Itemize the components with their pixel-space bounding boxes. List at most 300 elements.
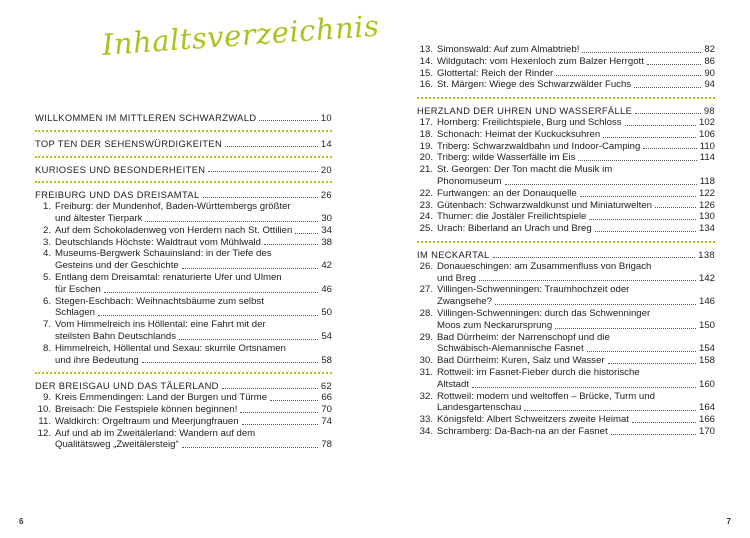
toc-entry — [417, 261, 715, 285]
section-page: 138 — [698, 248, 715, 260]
entry-page: 54 — [321, 330, 332, 342]
entry-line — [55, 213, 332, 225]
entry-line-text: Breisach: Die Festspiele können beginnen! — [55, 403, 238, 415]
green-divider — [35, 156, 332, 158]
entry-line-text: Villingen-Schwenningen: Traumhochzeit oder — [437, 284, 630, 296]
entry-page: 58 — [321, 354, 332, 366]
entry-line — [55, 307, 332, 319]
toc-entry — [417, 391, 715, 415]
dot-leader — [222, 388, 318, 389]
entry-page: 50 — [321, 307, 332, 319]
entry-text — [55, 237, 332, 249]
entry-text — [55, 343, 332, 367]
entry-line-text: Villingen-Schwenningen: durch das Schwenninger — [437, 307, 651, 319]
dot-leader — [242, 424, 319, 425]
section-title: HERZLAND DER UHREN UND WASSERFÄLLE — [417, 105, 633, 117]
entry-line — [437, 223, 715, 235]
entry-line-text: Thurner: die Jostäler Freilichtspiele — [437, 211, 587, 223]
dot-leader — [270, 400, 318, 401]
entry-page: 34 — [321, 224, 332, 236]
entry-number: 29. — [419, 331, 433, 343]
entry-text — [437, 117, 715, 129]
entry-line — [55, 272, 332, 284]
green-divider — [417, 97, 715, 99]
entry-text — [437, 332, 715, 356]
entry-page: 158 — [698, 355, 715, 367]
entry-line-text: Kreis Emmendingen: Land der Burgen und Türme — [55, 392, 268, 404]
entry-number: 5. — [42, 271, 51, 283]
toc-entry — [35, 237, 332, 249]
entry-text — [55, 248, 332, 272]
entry-line — [55, 331, 332, 343]
dot-leader — [580, 196, 696, 197]
toc-entry — [417, 414, 715, 426]
entry-line-text: Waldkirch: Orgeltraum und Meerjungfrauen — [55, 415, 239, 427]
entry-line-text: Simonswald: Auf zum Almabtrieb! — [437, 44, 580, 55]
entry-page: 82 — [704, 44, 715, 55]
entry-line — [437, 68, 715, 80]
entry-line — [437, 332, 715, 344]
entry-line-text: Museums-Bergwerk Schauinsland: in der Tiefe des — [55, 248, 272, 260]
toc-entry — [35, 225, 332, 237]
entry-text — [437, 308, 715, 332]
entry-line-text: Auf und ab im Zweitälerland: Wandern auf dem — [55, 427, 256, 439]
entry-text — [437, 426, 715, 438]
entry-page: 126 — [698, 199, 715, 211]
entry-number: 6. — [42, 295, 51, 307]
entry-line — [437, 343, 715, 355]
entry-line — [55, 343, 332, 355]
entry-line — [437, 391, 715, 403]
toc-title: Inhaltsverzeichnis — [100, 8, 381, 62]
entry-line — [55, 225, 332, 237]
entry-line-text: Triberg: wilde Wasserfälle im Eis — [437, 152, 576, 164]
entry-line — [437, 414, 715, 426]
entry-number: 9. — [42, 392, 51, 404]
entry-line — [55, 319, 332, 331]
entry-number: 24. — [419, 211, 433, 223]
entry-page: 66 — [321, 392, 332, 404]
toc-entry — [35, 201, 332, 225]
entry-text — [437, 223, 715, 235]
entry-line-text: Gütenbach: Schwarzwaldkunst und Miniaturwelten — [437, 199, 652, 211]
entry-text — [437, 355, 715, 367]
entry-line — [55, 392, 332, 404]
toc-entry — [417, 188, 715, 200]
entry-number: 26. — [419, 260, 433, 272]
entry-line-text: Urach: Biberland an Urach und Breg — [437, 223, 592, 235]
entry-number: 12. — [37, 427, 51, 439]
entry-line-text: Landesgartenschau — [437, 402, 522, 414]
section-title: FREIBURG UND DAS DREISAMTAL — [35, 189, 200, 201]
toc-entry — [417, 367, 715, 391]
entry-page: 160 — [698, 378, 715, 390]
entry-number: 28. — [419, 307, 433, 319]
major-heading — [35, 112, 332, 124]
toc-entry — [417, 44, 715, 56]
toc-entry — [35, 428, 332, 452]
entry-line — [437, 273, 715, 285]
dot-leader — [479, 280, 696, 281]
section-page: 20 — [320, 163, 332, 175]
green-divider — [417, 241, 715, 243]
dot-leader — [587, 351, 696, 352]
entry-text — [437, 68, 715, 80]
dot-leader — [142, 362, 319, 363]
entry-line-text: Vom Himmelreich ins Höllental: eine Fahrt mit der — [55, 319, 266, 331]
section-title: DER BREISGAU UND DAS TÄLERLAND — [35, 380, 219, 392]
entry-text — [437, 164, 715, 188]
entry-number: 25. — [419, 223, 433, 235]
dot-leader — [625, 125, 696, 126]
entry-line — [437, 44, 715, 56]
entry-line-text: Phonomuseum — [437, 175, 502, 187]
entry-line — [437, 129, 715, 141]
entry-number: 8. — [42, 342, 51, 354]
entry-text — [437, 391, 715, 415]
entry-page: 78 — [321, 439, 332, 451]
entry-line-text: Gesteins und der Geschichte — [55, 260, 179, 272]
entry-line-text: Schlagen — [55, 307, 96, 319]
entry-text — [437, 141, 715, 153]
entry-text — [437, 56, 715, 68]
entry-number: 17. — [419, 116, 433, 128]
entry-line-text: Rottweil: modern und weltoffen – Brücke, Turm und — [437, 390, 655, 402]
section-title: WILLKOMMEN IM MITTLEREN SCHWARZWALD — [35, 112, 257, 123]
entry-line — [437, 117, 715, 129]
entry-line-text: Bad Dürrheim: der Narrenschopf und die — [437, 331, 610, 343]
entry-number: 33. — [419, 414, 433, 426]
entry-number: 20. — [419, 152, 433, 164]
right-page — [375, 0, 750, 538]
entry-line — [437, 56, 715, 68]
entry-line-text: Altstadt — [437, 378, 469, 390]
entry-line-text: und ältester Tierpark — [55, 212, 143, 224]
entry-line-text: Moos zum Neckarursprung — [437, 319, 553, 331]
entry-page: 86 — [704, 55, 715, 67]
entry-line-text: Rottweil: im Fasnet-Fieber durch die historische — [437, 366, 640, 378]
entry-text — [55, 319, 332, 343]
entry-text — [437, 129, 715, 141]
entry-number: 4. — [42, 248, 51, 260]
section-heading — [35, 380, 332, 392]
entry-line — [437, 379, 715, 391]
dot-leader — [505, 184, 697, 185]
page-number-left: 6 — [19, 517, 24, 526]
entry-number: 14. — [419, 55, 433, 67]
entry-line — [437, 164, 715, 176]
entry-page: 38 — [321, 236, 332, 248]
entry-line — [55, 260, 332, 272]
entry-page: 142 — [698, 272, 715, 284]
dot-leader — [647, 64, 701, 65]
dot-leader — [643, 148, 696, 149]
toc-entry — [35, 343, 332, 367]
entry-text — [55, 296, 332, 320]
entry-page: 74 — [321, 415, 332, 427]
entry-text — [437, 200, 715, 212]
dot-leader — [555, 328, 696, 329]
section-heading — [35, 189, 332, 201]
entry-page: 130 — [698, 211, 715, 223]
entry-line — [55, 355, 332, 367]
entry-page: 94 — [704, 79, 715, 91]
toc-entry — [417, 152, 715, 164]
entry-line-text: St. Georgen: Der Ton macht die Musik im — [437, 164, 613, 176]
entry-page: 110 — [699, 140, 715, 152]
dot-leader — [259, 120, 317, 121]
entry-line — [55, 237, 332, 249]
entry-line-text: Hornberg: Freilichtspiele, Burg und Schloss — [437, 116, 622, 128]
entry-number: 10. — [37, 403, 51, 415]
entry-line — [437, 320, 715, 332]
dot-leader — [179, 339, 318, 340]
dot-leader — [203, 197, 318, 198]
dot-leader — [495, 304, 696, 305]
dot-leader — [264, 244, 318, 245]
entry-line — [55, 284, 332, 296]
entry-line — [55, 428, 332, 440]
entry-page: 30 — [321, 212, 332, 224]
entry-line — [55, 296, 332, 308]
entry-line-text: Deutschlands Höchste: Waldtraut vom Mühlwald — [55, 236, 261, 248]
dot-leader — [582, 52, 701, 53]
entry-text — [437, 261, 715, 285]
entry-number: 22. — [419, 187, 433, 199]
entry-number: 18. — [419, 128, 433, 140]
entry-page: 164 — [698, 402, 715, 414]
entry-text — [55, 404, 332, 416]
section-page: 26 — [320, 189, 332, 201]
entry-line — [55, 201, 332, 213]
entry-line — [55, 404, 332, 416]
left-toc-column — [35, 112, 332, 451]
section-page: 14 — [320, 137, 332, 149]
toc-entry — [417, 332, 715, 356]
entry-page: 146 — [698, 296, 715, 308]
dot-leader — [98, 315, 318, 316]
entry-number: 19. — [419, 140, 433, 152]
entry-line-text: Zwangsehe? — [437, 296, 492, 308]
toc-entry — [417, 355, 715, 367]
toc-entry — [417, 308, 715, 332]
entry-line — [437, 426, 715, 438]
toc-entry — [35, 392, 332, 404]
entry-number: 13. — [419, 44, 433, 55]
entry-line — [437, 188, 715, 200]
entry-line — [55, 248, 332, 260]
entry-text — [55, 416, 332, 428]
entry-page: 150 — [698, 319, 715, 331]
entry-line — [55, 416, 332, 428]
toc-entry — [35, 272, 332, 296]
dot-leader — [595, 231, 696, 232]
dot-leader — [208, 171, 317, 172]
entry-number: 32. — [419, 390, 433, 402]
section-title: TOP TEN DER SEHENSWÜRDIGKEITEN — [35, 137, 223, 149]
entry-line — [437, 211, 715, 223]
dot-leader — [145, 221, 318, 222]
entry-number: 16. — [419, 79, 433, 91]
entry-line-text: Königsfeld: Albert Schweitzers zweite Heimat — [437, 414, 629, 426]
dot-leader — [104, 292, 318, 293]
entry-text — [437, 79, 715, 91]
entry-number: 2. — [42, 224, 51, 236]
entry-number: 31. — [419, 366, 433, 378]
entry-page: 166 — [698, 414, 715, 426]
entry-line-text: Schramberg: Da-Bach-na an der Fasnet — [437, 425, 608, 437]
entry-number: 15. — [419, 67, 433, 79]
entry-number: 11. — [38, 415, 51, 427]
right-toc-column — [417, 44, 715, 438]
dot-leader — [240, 412, 318, 413]
entry-text — [437, 284, 715, 308]
dot-leader — [608, 363, 696, 364]
section-page: 10 — [320, 112, 332, 123]
entry-line — [437, 308, 715, 320]
entry-line-text: Triberg: Schwarzwaldbahn und Indoor-Camping — [437, 140, 641, 152]
entry-page: 170 — [698, 425, 715, 437]
dot-leader — [635, 113, 701, 114]
major-heading — [35, 138, 332, 150]
entry-line — [55, 439, 332, 451]
toc-entry — [417, 117, 715, 129]
dot-leader — [655, 207, 696, 208]
entry-number: 7. — [42, 319, 51, 331]
section-heading — [417, 105, 715, 117]
entry-line — [437, 141, 715, 153]
dot-leader — [611, 434, 696, 435]
entry-line-text: Auf dem Schokoladenweg von Herdern nach St. Ottilien — [55, 224, 293, 236]
section-title: KURIOSES UND BESONDERHEITEN — [35, 163, 206, 175]
entry-text — [437, 414, 715, 426]
entry-line — [437, 176, 715, 188]
entry-line-text: und ihre Bedeutung — [55, 354, 139, 366]
entry-line — [437, 79, 715, 91]
entry-line-text: und Breg — [437, 272, 476, 284]
entry-text — [437, 367, 715, 391]
entry-number: 1. — [42, 201, 51, 213]
entry-line-text: Stegen-Eschbach: Weihnachtsbäume zum selbst — [55, 295, 264, 307]
entry-line — [437, 296, 715, 308]
entry-page: 46 — [321, 283, 332, 295]
toc-entry — [417, 223, 715, 235]
entry-line-text: Freiburg: der Mundenhof, Baden-Württembergs größter — [55, 201, 291, 213]
entry-line-text: Schonach: Heimat der Kuckucksuhren — [437, 128, 601, 140]
toc-entry — [417, 79, 715, 91]
dot-leader — [182, 447, 319, 448]
entry-line — [437, 402, 715, 414]
entry-text — [437, 211, 715, 223]
entry-line-text: Bad Dürrheim: Kuren, Salz und Wasser — [437, 355, 605, 367]
dot-leader — [589, 219, 696, 220]
entry-line-text: Qualitätsweg „Zweitälersteig“ — [55, 439, 179, 451]
dot-leader — [556, 75, 701, 76]
entry-page: 118 — [699, 175, 715, 187]
entry-line-text: Glottertal: Reich der Rinder — [437, 67, 554, 79]
entry-text — [437, 152, 715, 164]
entry-line-text: Himmelreich, Höllental und Sexau: skurrile Ortsnamen — [55, 342, 286, 354]
toc-entry — [35, 248, 332, 272]
dot-leader — [493, 257, 696, 258]
major-heading — [35, 164, 332, 176]
entry-number: 3. — [42, 236, 51, 248]
entry-text — [55, 392, 332, 404]
toc-entry — [417, 164, 715, 188]
entry-text — [55, 272, 332, 296]
entry-line — [437, 367, 715, 379]
entry-number: 27. — [419, 284, 433, 296]
entry-line-text: Donaueschingen: am Zusammenfluss von Brigach — [437, 260, 652, 272]
entry-line-text: steilsten Bahn Deutschlands — [55, 330, 177, 342]
section-heading — [417, 249, 715, 261]
entry-page: 90 — [704, 67, 715, 79]
toc-entry — [417, 200, 715, 212]
dot-leader — [632, 422, 696, 423]
entry-line — [437, 200, 715, 212]
page-number-right: 7 — [726, 517, 731, 526]
toc-entry — [417, 129, 715, 141]
section-title: IM NECKARTAL — [417, 248, 490, 260]
entry-page: 122 — [698, 187, 715, 199]
toc-entry — [417, 211, 715, 223]
entry-line-text: für Eschen — [55, 283, 101, 295]
entry-number: 21. — [419, 164, 433, 176]
toc-entry — [417, 426, 715, 438]
toc-entry — [417, 56, 715, 68]
toc-entry — [35, 296, 332, 320]
entry-page: 114 — [699, 152, 715, 164]
entry-number: 30. — [419, 355, 433, 367]
dot-leader — [182, 268, 319, 269]
green-divider — [35, 130, 332, 132]
entry-text — [437, 188, 715, 200]
entry-page: 42 — [321, 260, 332, 272]
dot-leader — [225, 146, 318, 147]
dot-leader — [524, 410, 696, 411]
entry-line-text: Entlang dem Dreisamtal: renaturierte Ufer und Ulmen — [55, 271, 282, 283]
entry-line-text: St. Märgen: Wiege des Schwarzwälder Fuchs — [437, 79, 632, 91]
entry-line-text: Furtwangen: an der Donauquelle — [437, 187, 577, 199]
entry-page: 106 — [698, 128, 715, 140]
entry-line — [437, 355, 715, 367]
entry-page: 154 — [698, 343, 715, 355]
green-divider — [35, 181, 332, 183]
entry-line — [437, 152, 715, 164]
green-divider — [35, 372, 332, 374]
entry-page: 70 — [321, 403, 332, 415]
entry-text — [55, 225, 332, 237]
entry-page: 102 — [698, 116, 715, 128]
entry-line-text: Wildgutach: vom Hexenloch zum Balzer Herrgott — [437, 55, 644, 67]
toc-entry — [35, 416, 332, 428]
entry-text — [55, 428, 332, 452]
toc-entry — [35, 319, 332, 343]
dot-leader — [603, 137, 696, 138]
entry-line-text: Schwäbisch-Alemannische Fasnet — [437, 343, 584, 355]
entry-line — [437, 261, 715, 273]
entry-text — [55, 201, 332, 225]
dot-leader — [295, 233, 318, 234]
entry-number: 34. — [419, 425, 433, 437]
dot-leader — [472, 387, 696, 388]
entry-number: 23. — [419, 199, 433, 211]
toc-entry — [417, 141, 715, 153]
entry-line — [437, 284, 715, 296]
dot-leader — [578, 160, 696, 161]
toc-entry — [35, 404, 332, 416]
section-page: 62 — [320, 380, 332, 392]
